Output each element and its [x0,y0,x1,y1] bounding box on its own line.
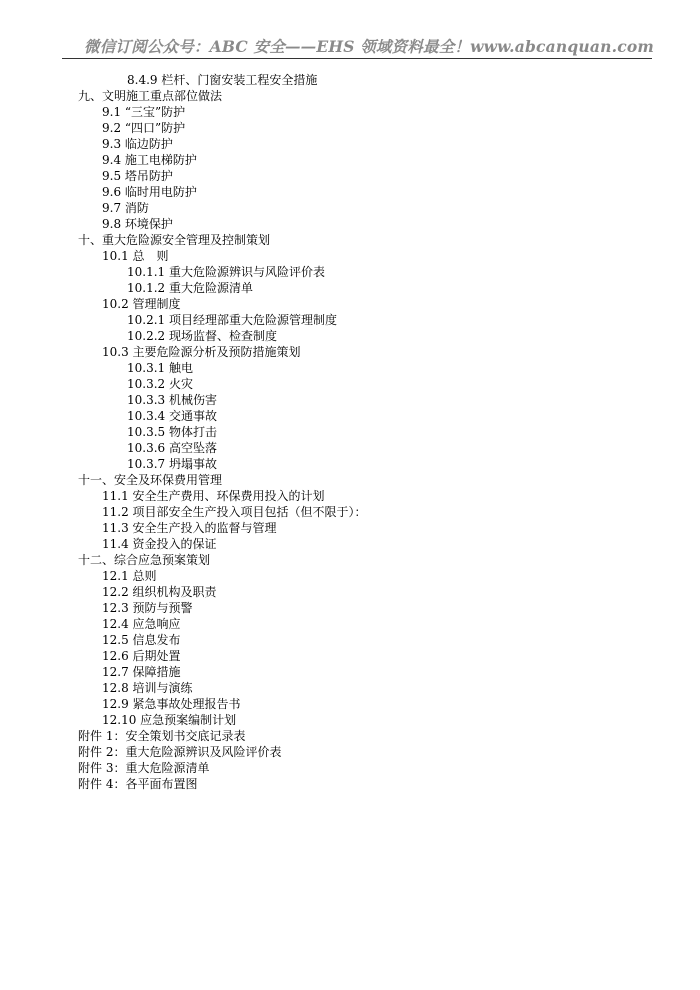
toc-entry: 9.3 临边防护 [102,137,173,151]
toc-entry: 8.4.9 栏杆、门窗安装工程安全措施 [127,73,318,87]
toc-entry: 11.4 资金投入的保证 [102,537,217,551]
toc-entry: 附件 4：各平面布置图 [78,777,198,791]
toc-entry: 10.3.1 触电 [127,361,193,375]
toc-entry: 附件 3：重大危险源清单 [78,761,210,775]
toc-entry: 十一、安全及环保费用管理 [78,473,223,487]
toc-entry: 9.5 塔吊防护 [102,169,173,183]
toc-entry: 10.3 主要危险源分析及预防措施策划 [102,345,301,359]
toc-entry: 12.6 后期处置 [102,649,181,663]
toc-entry: 10.3.2 火灾 [127,377,193,391]
toc-entry: 10.1.1 重大危险源辨识与风险评价表 [127,265,325,279]
toc-entry: 12.4 应急响应 [102,617,181,631]
toc-entry: 9.4 施工电梯防护 [102,153,197,167]
toc-entry: 11.1 安全生产费用、环保费用投入的计划 [102,489,325,503]
toc-entry: 12.8 培训与演练 [102,681,193,695]
toc-entry: 附件 2：重大危险源辨识及风险评价表 [78,745,282,759]
toc-entry: 12.9 紧急事故处理报告书 [102,697,241,711]
toc-entry: 9.7 消防 [102,201,149,215]
page-header [62,32,652,59]
toc-entry: 10.3.3 机械伤害 [127,393,217,407]
toc-entry: 10.2.2 现场监督、检查制度 [127,329,277,343]
toc-entry: 11.2 项目部安全生产投入项目包括（但不限于）： [102,505,367,519]
header-text: 微信订阅公众号：ABC 安全——EHS 领域资料最全！www.abcanquan.com [84,37,654,56]
toc-entry: 12.2 组织机构及职责 [102,585,217,599]
toc-entry: 十、重大危险源安全管理及控制策划 [78,233,271,247]
toc-entry: 附件 1：安全策划书交底记录表 [78,729,246,743]
toc-entry: 12.10 应急预案编制计划 [102,713,237,727]
toc-entry: 9.8 环境保护 [102,217,173,231]
toc-entry: 9.6 临时用电防护 [102,185,197,199]
toc-entry: 12.3 预防与预警 [102,601,193,615]
toc-entry: 九、文明施工重点部位做法 [78,89,223,103]
toc-entry: 9.1 “三宝”防护 [102,105,186,119]
toc-entry: 9.2 “四口”防护 [102,121,186,135]
toc-entry: 11.3 安全生产投入的监督与管理 [102,521,277,535]
toc-entry: 10.2 管理制度 [102,297,181,311]
toc-entry: 10.3.7 坍塌事故 [127,457,217,471]
toc-entry: 10.2.1 项目经理部重大危险源管理制度 [127,313,337,327]
toc-entry: 12.7 保障措施 [102,665,181,679]
toc-entry: 10.1 总 则 [102,249,169,263]
toc-entry: 十二、综合应急预案策划 [78,553,211,567]
toc-entry: 10.3.6 高空坠落 [127,441,217,455]
toc-entry: 12.1 总则 [102,569,157,583]
toc-entry: 10.3.4 交通事故 [127,409,217,423]
toc-entry: 10.1.2 重大危险源清单 [127,281,253,295]
toc-entry: 10.3.5 物体打击 [127,425,217,439]
toc-entry: 12.5 信息发布 [102,633,181,647]
